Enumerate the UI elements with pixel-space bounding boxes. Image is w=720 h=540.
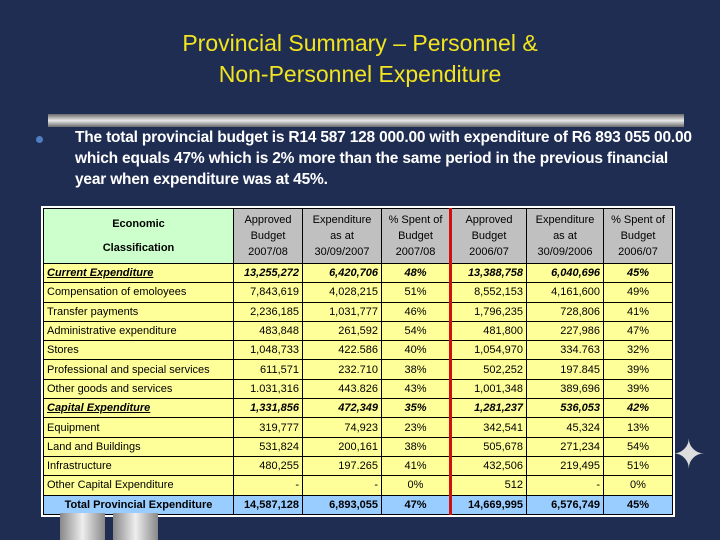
cell-text: 49% xyxy=(626,286,650,299)
header-text: Classification xyxy=(102,242,175,254)
cell-value xyxy=(303,399,382,418)
cell-text: Other Capital Expenditure xyxy=(47,479,174,492)
header-text: % Spent of xyxy=(388,214,443,226)
column-header xyxy=(303,209,382,264)
cell-text: 480,255 xyxy=(259,460,299,473)
cell-value xyxy=(382,399,451,418)
header-text: 30/09/2007 xyxy=(314,246,370,258)
cell-value xyxy=(382,283,451,302)
cell-text: 41% xyxy=(404,460,427,473)
cell-text: 342,541 xyxy=(483,421,523,434)
cell-text: 35% xyxy=(404,402,427,415)
table-row xyxy=(44,264,673,283)
title-line-1: Provincial Summary – Personnel & xyxy=(182,30,538,56)
cell-value xyxy=(527,418,604,437)
cell-text: 47% xyxy=(404,498,427,511)
cell-text: 319,777 xyxy=(259,421,299,434)
cell-value xyxy=(382,456,451,475)
cell-text: 232.710 xyxy=(338,363,378,376)
cell-text: 1,001,348 xyxy=(474,382,523,395)
cell-text: Professional and special services xyxy=(47,363,210,376)
cell-value xyxy=(604,264,673,283)
column-header xyxy=(382,209,451,264)
cell-value xyxy=(234,302,303,321)
cell-value xyxy=(382,418,451,437)
row-label xyxy=(44,476,234,495)
cell-text: - xyxy=(374,479,378,492)
cell-value xyxy=(527,302,604,321)
cell-text: 483,848 xyxy=(259,325,299,338)
cell-value xyxy=(382,495,451,514)
header-text: Budget xyxy=(250,230,286,242)
table-row xyxy=(44,437,673,456)
cell-value xyxy=(234,321,303,340)
cell-value xyxy=(604,399,673,418)
cell-value xyxy=(234,399,303,418)
cell-text: 197.265 xyxy=(338,460,378,473)
cell-text: 54% xyxy=(626,440,650,453)
cell-text: 74,923 xyxy=(344,421,378,434)
header-text: Budget xyxy=(620,230,656,242)
header-text: 2006/07 xyxy=(618,246,658,258)
cell-text: 422.586 xyxy=(338,344,378,357)
header-text: Approved xyxy=(244,214,292,226)
cell-value xyxy=(604,495,673,514)
cell-value xyxy=(527,456,604,475)
cell-value xyxy=(234,379,303,398)
slide-title xyxy=(0,28,720,90)
cell-text: 47% xyxy=(626,325,650,338)
row-label xyxy=(44,495,234,514)
cell-text: 45% xyxy=(626,267,650,280)
cell-value xyxy=(382,341,451,360)
row-label xyxy=(44,379,234,398)
cell-text: 6,420,706 xyxy=(329,267,378,280)
cell-text: - xyxy=(295,479,299,492)
cell-text: Infrastructure xyxy=(47,460,112,473)
cell-text: 389,696 xyxy=(560,382,600,395)
cell-text: 48% xyxy=(404,267,427,280)
cell-text: Capital Expenditure xyxy=(47,402,151,415)
cell-text: 4,028,215 xyxy=(329,286,378,299)
cell-value xyxy=(303,379,382,398)
cell-text: 611,571 xyxy=(260,363,299,376)
cell-value xyxy=(303,341,382,360)
summary-paragraph: The total provincial budget is R14 587 128 000.00 with expenditure of R6 893 055 00.00 which equals 47% which is 2% more than the same period in the previous financial year when expenditure was at 45%. xyxy=(75,129,692,188)
cell-value xyxy=(527,341,604,360)
cell-value xyxy=(303,437,382,456)
cell-value xyxy=(234,264,303,283)
header-text: as at xyxy=(330,230,354,242)
cell-text: 0% xyxy=(630,479,646,492)
cell-value xyxy=(451,341,527,360)
cell-text: 45,324 xyxy=(566,421,600,434)
row-label xyxy=(44,418,234,437)
cell-value xyxy=(303,476,382,495)
cell-value xyxy=(451,399,527,418)
cell-value xyxy=(604,456,673,475)
row-label xyxy=(44,437,234,456)
cell-value xyxy=(382,321,451,340)
cell-value xyxy=(604,360,673,379)
cell-value xyxy=(527,264,604,283)
cell-text: 23% xyxy=(404,421,427,434)
cell-text: 728,806 xyxy=(560,305,600,318)
bullet-icon xyxy=(36,136,43,143)
cell-value xyxy=(303,283,382,302)
column-header xyxy=(527,209,604,264)
cell-text: 334.763 xyxy=(560,344,600,357)
cell-text: 13,255,272 xyxy=(243,267,299,280)
header-text: 2007/08 xyxy=(395,246,436,258)
header-text: Expenditure xyxy=(535,214,595,226)
cell-text: 432,506 xyxy=(483,460,523,473)
cell-text: 1,048,733 xyxy=(250,344,299,357)
row-label xyxy=(44,456,234,475)
cell-text: 6,040,696 xyxy=(551,267,600,280)
row-label xyxy=(44,399,234,418)
cell-value xyxy=(604,418,673,437)
expenditure-table xyxy=(41,206,675,517)
cell-text: Administrative expenditure xyxy=(47,325,177,338)
column-header xyxy=(451,209,527,264)
table-row xyxy=(44,418,673,437)
cell-text: 197.845 xyxy=(560,363,600,376)
cell-value xyxy=(451,379,527,398)
header-text: Approved xyxy=(465,214,513,226)
cell-text: Transfer payments xyxy=(47,305,139,318)
divider-bar xyxy=(48,114,684,127)
cell-text: 14,587,128 xyxy=(243,498,299,511)
cell-text: 13,388,758 xyxy=(467,267,523,280)
row-label xyxy=(44,283,234,302)
cell-value xyxy=(527,321,604,340)
header-text: as at xyxy=(553,230,577,242)
cell-value xyxy=(303,360,382,379)
cell-text: Other goods and services xyxy=(47,382,173,395)
cell-text: 13% xyxy=(626,421,650,434)
cell-value xyxy=(604,476,673,495)
cell-text: 219,495 xyxy=(560,460,600,473)
cell-text: 6,576,749 xyxy=(551,498,600,511)
column-header xyxy=(44,209,234,264)
table-row xyxy=(44,321,673,340)
cell-value xyxy=(527,476,604,495)
cell-value xyxy=(382,437,451,456)
cell-value xyxy=(303,302,382,321)
cell-text: Compensation of emoloyees xyxy=(47,286,187,299)
cell-value xyxy=(604,321,673,340)
title-line-2: Non-Personnel Expenditure xyxy=(218,61,502,87)
cell-value xyxy=(382,302,451,321)
cell-value xyxy=(451,360,527,379)
cell-text: Stores xyxy=(47,344,79,357)
cell-text: 1,796,235 xyxy=(474,305,523,318)
cell-text: 4,161,600 xyxy=(551,286,600,299)
table-row xyxy=(44,283,673,302)
column-header xyxy=(234,209,303,264)
cell-text: 512 xyxy=(504,479,523,492)
cell-text: 1.031,316 xyxy=(250,382,299,395)
cell-value xyxy=(527,379,604,398)
cell-text: 1,281,237 xyxy=(474,402,523,415)
row-label xyxy=(44,321,234,340)
cell-value xyxy=(303,264,382,283)
table-row xyxy=(44,379,673,398)
cell-value xyxy=(234,341,303,360)
header-text: 30/09/2006 xyxy=(537,246,593,258)
cell-text: 536,053 xyxy=(560,402,600,415)
cell-text: 261,592 xyxy=(338,325,378,338)
cell-value xyxy=(234,456,303,475)
cell-value xyxy=(451,495,527,514)
cell-text: 502,252 xyxy=(483,363,523,376)
cell-text: 443.826 xyxy=(338,382,378,395)
table-row xyxy=(44,456,673,475)
cell-text: Total Provincial Expenditure xyxy=(64,498,213,511)
cell-text: 531,824 xyxy=(259,440,299,453)
cell-value xyxy=(234,360,303,379)
cell-value xyxy=(451,302,527,321)
cell-text: 38% xyxy=(404,363,427,376)
star-icon: ✦ xyxy=(672,433,706,477)
cell-text: 41% xyxy=(626,305,650,318)
cell-value xyxy=(527,399,604,418)
cell-value xyxy=(604,341,673,360)
header-text: 2007/08 xyxy=(248,246,288,258)
cell-text: 39% xyxy=(626,363,650,376)
cell-value xyxy=(451,264,527,283)
cell-text: 271,234 xyxy=(560,440,600,453)
cell-text: 472,349 xyxy=(338,402,378,415)
cell-value xyxy=(527,360,604,379)
cell-text: 45% xyxy=(626,498,650,511)
cell-value xyxy=(303,321,382,340)
cell-value xyxy=(234,283,303,302)
cell-text: 1,054,970 xyxy=(474,344,523,357)
cell-value xyxy=(382,379,451,398)
cell-value xyxy=(527,495,604,514)
cell-value xyxy=(382,264,451,283)
cell-text: - xyxy=(596,479,600,492)
cell-value xyxy=(451,437,527,456)
cell-text: 6,893,055 xyxy=(329,498,378,511)
cell-text: Land and Buildings xyxy=(47,440,141,453)
row-label xyxy=(44,264,234,283)
cell-value xyxy=(303,418,382,437)
table-row xyxy=(44,495,673,514)
cell-text: 14,669,995 xyxy=(467,498,523,511)
cell-text: 227,986 xyxy=(560,325,600,338)
row-label xyxy=(44,360,234,379)
cell-value xyxy=(527,283,604,302)
cell-value xyxy=(234,495,303,514)
cell-value xyxy=(303,495,382,514)
cell-text: 46% xyxy=(404,305,427,318)
cell-text: 1,031,777 xyxy=(329,305,378,318)
cell-value xyxy=(527,437,604,456)
cell-value xyxy=(451,476,527,495)
table-row xyxy=(44,302,673,321)
cell-text: 54% xyxy=(404,325,427,338)
cell-value xyxy=(451,321,527,340)
header-text: 2006/07 xyxy=(469,246,509,258)
table-row xyxy=(44,476,673,495)
cell-text: 505,678 xyxy=(483,440,523,453)
cell-value xyxy=(451,283,527,302)
cell-value xyxy=(604,283,673,302)
cell-text: 40% xyxy=(404,344,427,357)
header-text: Budget xyxy=(398,230,433,242)
header-text: Expenditure xyxy=(312,214,372,226)
header-text: Budget xyxy=(471,230,507,242)
cell-text: 32% xyxy=(626,344,650,357)
table-row xyxy=(44,341,673,360)
nav-back-button[interactable] xyxy=(60,513,105,540)
cell-value xyxy=(234,476,303,495)
table-row xyxy=(44,399,673,418)
cell-text: 7,843,619 xyxy=(250,286,299,299)
cell-text: 51% xyxy=(626,460,650,473)
column-header xyxy=(604,209,673,264)
cell-text: 481,800 xyxy=(483,325,523,338)
cell-value xyxy=(303,456,382,475)
nav-forward-button[interactable] xyxy=(113,513,158,540)
cell-text: 39% xyxy=(626,382,650,395)
cell-text: 8,552,153 xyxy=(474,286,523,299)
cell-text: 1,331,856 xyxy=(250,402,299,415)
cell-value xyxy=(451,418,527,437)
cell-text: 2,236,185 xyxy=(250,305,299,318)
cell-value xyxy=(451,456,527,475)
cell-text: 43% xyxy=(404,382,427,395)
cell-value xyxy=(234,418,303,437)
cell-value xyxy=(604,379,673,398)
row-label xyxy=(44,341,234,360)
row-label xyxy=(44,302,234,321)
cell-text: 42% xyxy=(626,402,650,415)
cell-text: 38% xyxy=(404,440,427,453)
cell-text: 200,161 xyxy=(338,440,378,453)
cell-text: 51% xyxy=(404,286,427,299)
table-row xyxy=(44,360,673,379)
cell-value xyxy=(604,437,673,456)
cell-text: Current Expenditure xyxy=(47,267,154,280)
cell-text: 0% xyxy=(407,479,424,492)
cell-value xyxy=(604,302,673,321)
cell-value xyxy=(382,360,451,379)
header-text: Economic xyxy=(112,218,165,230)
cell-value xyxy=(234,437,303,456)
header-text: % Spent of xyxy=(611,214,665,226)
cell-text: Equipment xyxy=(47,421,100,434)
cell-value xyxy=(382,476,451,495)
